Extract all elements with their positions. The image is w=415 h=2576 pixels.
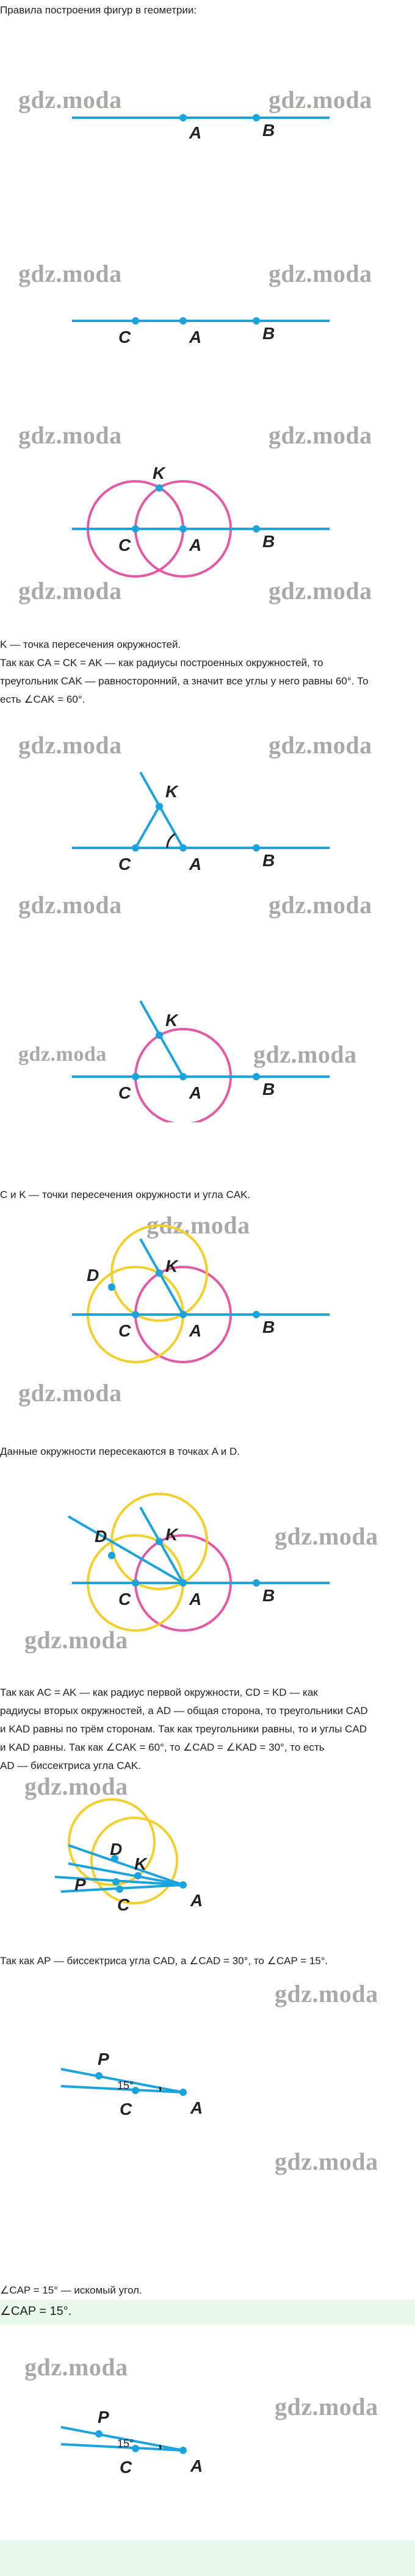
label-c: C: [118, 536, 131, 554]
figure-angle-cak: [0, 726, 415, 945]
watermark: gdz.moda: [269, 731, 372, 759]
label-d: D: [110, 1840, 123, 1859]
label-d: D: [95, 1527, 107, 1546]
label-angle-15: 15°: [117, 2438, 134, 2450]
figure-line-cab: [0, 259, 415, 345]
label-angle-15: 15°: [117, 2079, 134, 2092]
label-c: C: [117, 1895, 130, 1914]
label-b: B: [262, 1318, 275, 1336]
label-a: A: [190, 2456, 203, 2475]
watermark: gdz.moda: [18, 891, 122, 919]
label-d: D: [87, 1266, 99, 1285]
label-a: A: [189, 1590, 202, 1609]
figure-bisector-ap: [0, 1772, 415, 1931]
watermark: gdz.moda: [18, 1379, 122, 1407]
label-p: P: [98, 2050, 109, 2068]
watermark: gdz.moda: [18, 422, 122, 449]
bottom-band: [0, 2540, 415, 2576]
watermark: gdz.moda: [275, 1523, 378, 1550]
label-k: K: [165, 782, 178, 801]
label-a: A: [189, 1321, 202, 1340]
label-k: K: [165, 1525, 178, 1544]
watermark: gdz.moda: [24, 1626, 128, 1654]
conclusion-text: ∠CAP = 15° — искомый угол.: [0, 2284, 142, 2296]
watermark: gdz.moda: [269, 422, 372, 449]
watermark: gdz.moda: [146, 1211, 250, 1239]
answer-band: [0, 2300, 415, 2325]
figure-bisector-ad: [0, 1470, 415, 1659]
watermark: gdz.moda: [18, 731, 122, 759]
label-c: C: [120, 2100, 132, 2119]
watermark: gdz.moda: [275, 2393, 378, 2420]
watermark: gdz.moda: [24, 2353, 128, 2381]
label-k: K: [134, 1854, 147, 1873]
label-a: A: [189, 536, 202, 554]
label-a: A: [190, 2098, 203, 2117]
label-k: K: [153, 464, 165, 483]
intro-text: Правила построения фигур в геометрии:: [0, 4, 197, 16]
label-a: A: [189, 1083, 202, 1102]
point-a: [179, 114, 187, 121]
figure-line-ab: [0, 85, 415, 146]
figure-final-angle: [0, 2325, 415, 2540]
label-c: C: [118, 1321, 131, 1340]
watermark: gdz.moda: [18, 86, 122, 113]
explanation-bisector: Так как AC = AK — как радиус первой окружности, CD = KD — как радиусы вторых окружностей, а AD — общая сторона, то треугольники CAD и KAD равны по трём сторонам. Так как треугольники равны, то и углы CAD и KAD равны. Так как ∠CAK = 60°, то ∠CAD = ∠KAD = 30°, то есть AD — биссектриса угла CAK.: [0, 1687, 368, 1771]
label-c: C: [118, 1083, 131, 1102]
label-c: C: [118, 855, 131, 874]
label-a: A: [189, 328, 202, 345]
figure-yellow-circles: [0, 1211, 415, 1418]
label-c: C: [118, 328, 131, 345]
point-b: [253, 114, 260, 121]
watermark: gdz.moda: [18, 577, 122, 605]
watermark: gdz.moda: [24, 1773, 128, 1800]
explanation-intersection: Данные окружности пересекаются в точках A и D.: [0, 1446, 240, 1457]
figure-angle-15: [0, 1979, 415, 2236]
label-b: B: [262, 532, 275, 551]
watermark: gdz.moda: [275, 1980, 378, 2007]
label-p: P: [74, 1875, 86, 1894]
label-a: A: [189, 855, 202, 874]
watermark: gdz.moda: [269, 260, 372, 287]
watermark: gdz.moda: [18, 260, 122, 287]
answer-text: ∠CAP = 15°.: [0, 2305, 72, 2318]
figure-circle-a: [0, 988, 415, 1122]
explanation-points-ck: C и K — точки пересечения окружности и угла CAK.: [0, 1189, 251, 1200]
label-k: K: [165, 1257, 178, 1275]
label-b: B: [262, 1080, 275, 1099]
watermark: gdz.moda: [18, 1043, 107, 1066]
label-b: B: [262, 1586, 275, 1605]
explanation-equilateral: K — точка пересечения окружностей. Так как CA = CK = AK — как радиусы построенных окружностей, то треугольник CAK — равносторонний, а значит все углы у него равны 60°. То есть ∠CAK = 60°.: [0, 639, 369, 705]
label-k: K: [165, 1011, 178, 1030]
label-b: B: [262, 121, 275, 140]
watermark: gdz.moda: [253, 1041, 357, 1068]
label-a: A: [190, 1891, 203, 1910]
label-b: B: [262, 324, 275, 343]
label-c: C: [118, 1590, 131, 1609]
watermark: gdz.moda: [269, 86, 372, 113]
explanation-angle-cap: Так как AP — биссектриса угла CAD, а ∠CAD = 30°, то ∠CAP = 15°.: [0, 1955, 328, 1967]
label-c: C: [120, 2458, 132, 2477]
label-a: A: [189, 123, 202, 142]
figure-two-circles: [0, 421, 415, 622]
label-p: P: [98, 2408, 109, 2427]
label-b: B: [262, 851, 275, 870]
watermark: gdz.moda: [269, 577, 372, 605]
watermark: gdz.moda: [275, 2148, 378, 2175]
watermark: gdz.moda: [269, 891, 372, 919]
